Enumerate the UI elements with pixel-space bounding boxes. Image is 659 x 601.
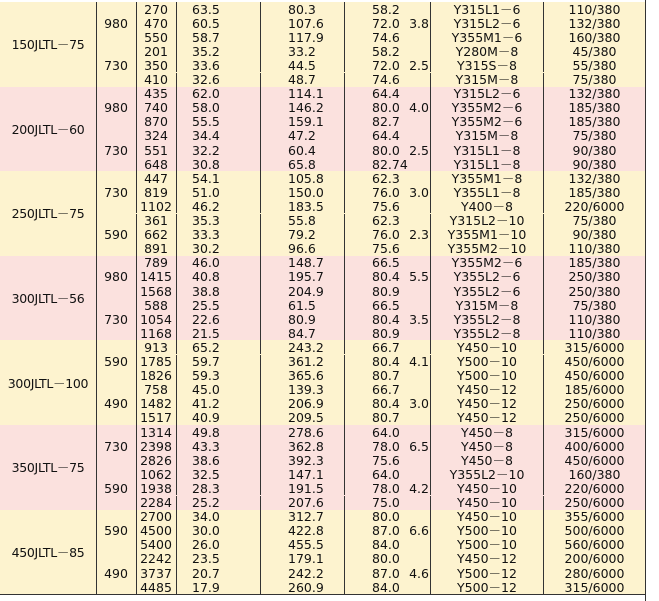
motor-model-cell: Y355M1－8: [431, 171, 544, 185]
head-cell: 38.8: [176, 284, 261, 298]
flow-cell: 550: [136, 30, 177, 44]
power-cell: 209.5: [261, 411, 345, 425]
motor-power-cell: 220/6000: [564, 480, 625, 496]
head-cell: 58.7: [176, 30, 261, 44]
efficiency-cell: 62.3: [345, 214, 431, 228]
motor-model-cell: Y315L1－8: [431, 157, 544, 171]
motor-model-cell: Y400－8: [431, 199, 544, 213]
motor-power-cell: 110/380: [568, 1, 621, 17]
flow-cell: 435: [136, 87, 177, 101]
power-cell: 107.6: [261, 16, 345, 30]
motor-power-cell: 450/6000: [564, 452, 625, 468]
efficiency-cell: 80.0: [345, 552, 431, 566]
efficiency-cell: 80.4: [345, 312, 431, 326]
flow-cell: 588: [136, 298, 177, 312]
head-cell: 46.0: [176, 256, 261, 270]
motor-power-cell: 185/380: [568, 100, 621, 116]
speed-value: 730: [96, 44, 137, 86]
motor-power-cell: 132/380: [568, 86, 621, 102]
flow-cell: 1826: [136, 369, 177, 383]
efficiency-cell: 80.0: [345, 101, 431, 115]
motor-model-cell: Y315L1－8: [431, 143, 544, 157]
motor-model-cell: Y450－10: [431, 340, 544, 354]
power-cell: 146.2: [261, 101, 345, 115]
motor-power-cell: 500/6000: [564, 523, 625, 539]
efficiency-cell: 84.0: [345, 538, 431, 552]
npsh-value: 2.5: [409, 142, 429, 158]
power-cell: 147.1: [261, 467, 345, 481]
power-cell: 392.3: [261, 453, 345, 467]
flow-cell: 758: [136, 383, 177, 397]
motor-model-cell: Y450－12: [431, 383, 544, 397]
speed-value: 590: [96, 340, 137, 382]
efficiency-cell: 84.0: [345, 580, 431, 594]
motor-model-cell: Y315M－8: [431, 129, 544, 143]
motor-power-cell: 160/380: [568, 29, 621, 45]
efficiency-cell: 74.6: [345, 73, 431, 87]
efficiency-cell: 78.0: [345, 439, 431, 453]
flow-cell: 819: [136, 185, 177, 199]
speed-value: 490: [96, 383, 137, 425]
motor-power-cell: 450/6000: [564, 368, 625, 384]
motor-power-cell: 90/380: [572, 142, 617, 158]
head-cell: 25.2: [176, 496, 261, 510]
head-cell: 22.6: [176, 312, 261, 326]
flow-cell: 1314: [136, 425, 177, 439]
npsh-value: 2.3: [409, 227, 429, 243]
power-cell: 242.2: [261, 566, 345, 580]
npsh-value: 3.0: [409, 184, 429, 200]
power-cell: 195.7: [261, 270, 345, 284]
power-cell: 183.5: [261, 199, 345, 213]
motor-model-cell: Y450－8: [431, 425, 544, 439]
flow-cell: 410: [136, 73, 177, 87]
head-cell: 59.7: [176, 355, 261, 369]
power-cell: 206.9: [261, 397, 345, 411]
efficiency-cell: 80.4: [345, 397, 431, 411]
head-cell: 60.5: [176, 16, 261, 30]
flow-cell: 361: [136, 214, 177, 228]
efficiency-cell: 80.9: [345, 284, 431, 298]
power-cell: 47.2: [261, 129, 345, 143]
flow-cell: 891: [136, 242, 177, 256]
efficiency-cell: 80.9: [345, 326, 431, 340]
head-cell: 26.0: [176, 538, 261, 552]
motor-power-cell: 75/380: [572, 213, 617, 229]
head-cell: 54.1: [176, 171, 261, 185]
flow-cell: 1054: [136, 312, 177, 326]
group-divider: [0, 594, 646, 595]
efficiency-cell: 72.0: [345, 58, 431, 72]
efficiency-cell: 66.7: [345, 383, 431, 397]
efficiency-cell: 64.0: [345, 467, 431, 481]
flow-cell: 648: [136, 157, 177, 171]
motor-power-cell: 90/380: [572, 156, 617, 172]
motor-power-cell: 110/380: [568, 325, 621, 341]
motor-model-cell: Y355M2－6: [431, 256, 544, 270]
flow-cell: 470: [136, 16, 177, 30]
power-cell: 204.9: [261, 284, 345, 298]
motor-power-cell: 185/380: [568, 184, 621, 200]
efficiency-cell: 64.4: [345, 129, 431, 143]
npsh-value: 3.5: [409, 311, 429, 327]
motor-power-cell: 185/6000: [564, 382, 625, 398]
efficiency-cell: 58.2: [345, 44, 431, 58]
head-cell: 28.3: [176, 481, 261, 495]
flow-cell: 5400: [136, 538, 177, 552]
flow-cell: 2398: [136, 439, 177, 453]
motor-power-cell: 280/6000: [564, 565, 625, 581]
flow-cell: 2826: [136, 453, 177, 467]
motor-power-cell: 185/380: [568, 255, 621, 271]
motor-power-cell: 160/380: [568, 466, 621, 482]
motor-power-cell: 315/6000: [564, 339, 625, 355]
flow-cell: 2242: [136, 552, 177, 566]
efficiency-cell: 75.0: [345, 496, 431, 510]
power-cell: 243.2: [261, 340, 345, 354]
npsh-value: 3.0: [409, 396, 429, 412]
motor-model-cell: Y500－12: [431, 566, 544, 580]
motor-model-cell: Y315L2－6: [431, 87, 544, 101]
motor-model-cell: Y355M1－6: [431, 30, 544, 44]
pump-model-label: 350JLTL－75: [0, 425, 97, 510]
motor-power-cell: 132/380: [568, 15, 621, 31]
motor-power-cell: 132/380: [568, 170, 621, 186]
motor-power-cell: 355/6000: [564, 509, 625, 525]
head-cell: 40.9: [176, 411, 261, 425]
motor-power-cell: 75/380: [572, 128, 617, 144]
speed-value: 980: [96, 256, 137, 298]
efficiency-cell: 75.6: [345, 199, 431, 213]
efficiency-cell: 80.0: [345, 143, 431, 157]
efficiency-cell: 82.74: [345, 157, 431, 171]
motor-model-cell: Y450－10: [431, 496, 544, 510]
power-cell: 65.8: [261, 157, 345, 171]
head-cell: 30.0: [176, 524, 261, 538]
pump-model-label: 250JLTL－75: [0, 171, 97, 256]
efficiency-cell: 66.5: [345, 256, 431, 270]
efficiency-cell: 58.2: [345, 2, 431, 16]
efficiency-cell: 76.0: [345, 228, 431, 242]
speed-value: 980: [96, 2, 137, 44]
motor-power-cell: 90/380: [572, 227, 617, 243]
motor-power-cell: 250/380: [568, 283, 621, 299]
power-cell: 33.2: [261, 44, 345, 58]
motor-power-cell: 55/380: [572, 57, 617, 73]
flow-cell: 1517: [136, 411, 177, 425]
motor-power-cell: 315/6000: [564, 579, 625, 595]
efficiency-cell: 74.6: [345, 30, 431, 44]
flow-cell: 789: [136, 256, 177, 270]
flow-cell: 201: [136, 44, 177, 58]
flow-cell: 1415: [136, 270, 177, 284]
flow-cell: 1568: [136, 284, 177, 298]
head-cell: 30.8: [176, 157, 261, 171]
flow-cell: 1482: [136, 397, 177, 411]
speed-value: 980: [96, 87, 137, 129]
motor-model-cell: Y355M2－6: [431, 101, 544, 115]
power-cell: 84.7: [261, 326, 345, 340]
motor-model-cell: Y450－12: [431, 397, 544, 411]
efficiency-cell: 72.0: [345, 16, 431, 30]
head-cell: 58.0: [176, 101, 261, 115]
power-cell: 114.1: [261, 87, 345, 101]
power-cell: 422.8: [261, 524, 345, 538]
npsh-value: 4.6: [409, 565, 429, 581]
motor-model-cell: Y450－8: [431, 453, 544, 467]
flow-cell: 662: [136, 228, 177, 242]
motor-model-cell: Y450－10: [431, 510, 544, 524]
power-cell: 139.3: [261, 383, 345, 397]
head-cell: 59.3: [176, 369, 261, 383]
motor-model-cell: Y500－10: [431, 538, 544, 552]
power-cell: 361.2: [261, 355, 345, 369]
motor-model-cell: Y450－12: [431, 411, 544, 425]
motor-power-cell: 110/380: [568, 311, 621, 327]
motor-model-cell: Y355L2－8: [431, 312, 544, 326]
motor-model-cell: Y355L2－8: [431, 326, 544, 340]
motor-model-cell: Y315S－8: [431, 58, 544, 72]
motor-model-cell: Y450－8: [431, 439, 544, 453]
speed-value: 730: [96, 298, 137, 340]
head-cell: 35.2: [176, 44, 261, 58]
power-cell: 105.8: [261, 171, 345, 185]
efficiency-cell: 80.7: [345, 369, 431, 383]
head-cell: 65.2: [176, 340, 261, 354]
head-cell: 41.2: [176, 397, 261, 411]
speed-value: 730: [96, 425, 137, 467]
efficiency-cell: 75.6: [345, 453, 431, 467]
flow-cell: 4485: [136, 580, 177, 594]
flow-cell: 1102: [136, 199, 177, 213]
power-cell: 44.5: [261, 58, 345, 72]
pump-model-label: 300JLTL－100: [0, 340, 97, 425]
head-cell: 33.3: [176, 228, 261, 242]
flow-cell: 2700: [136, 510, 177, 524]
motor-model-cell: Y355M2－10: [431, 242, 544, 256]
motor-model-cell: Y450－12: [431, 552, 544, 566]
motor-model-cell: Y315M－8: [431, 298, 544, 312]
speed-value: 590: [96, 214, 137, 256]
flow-cell: 1062: [136, 467, 177, 481]
head-cell: 34.4: [176, 129, 261, 143]
npsh-value: 6.6: [409, 523, 429, 539]
power-cell: 191.5: [261, 481, 345, 495]
table-right-border: [645, 0, 646, 601]
motor-power-cell: 75/380: [572, 72, 617, 88]
flow-cell: 4500: [136, 524, 177, 538]
power-cell: 80.9: [261, 312, 345, 326]
efficiency-cell: 64.4: [345, 87, 431, 101]
head-cell: 32.2: [176, 143, 261, 157]
head-cell: 38.6: [176, 453, 261, 467]
power-cell: 362.8: [261, 439, 345, 453]
head-cell: 32.5: [176, 467, 261, 481]
motor-power-cell: 250/6000: [564, 495, 625, 511]
motor-model-cell: Y280M－8: [431, 44, 544, 58]
motor-power-cell: 250/6000: [564, 410, 625, 426]
flow-cell: 740: [136, 101, 177, 115]
head-cell: 17.9: [176, 580, 261, 594]
motor-model-cell: Y355M2－6: [431, 115, 544, 129]
head-cell: 46.2: [176, 199, 261, 213]
npsh-value: 4.0: [409, 100, 429, 116]
power-cell: 159.1: [261, 115, 345, 129]
motor-power-cell: 220/6000: [564, 198, 625, 214]
power-cell: 278.6: [261, 425, 345, 439]
motor-power-cell: 250/380: [568, 269, 621, 285]
efficiency-cell: 80.4: [345, 355, 431, 369]
efficiency-cell: 66.7: [345, 340, 431, 354]
speed-value: 730: [96, 129, 137, 171]
power-cell: 79.2: [261, 228, 345, 242]
motor-power-cell: 315/6000: [564, 424, 625, 440]
speed-value: 730: [96, 171, 137, 213]
pump-model-label: 150JLTL－75: [0, 2, 97, 87]
efficiency-cell: 80.0: [345, 510, 431, 524]
motor-power-cell: 45/380: [572, 43, 617, 59]
motor-power-cell: 560/6000: [564, 537, 625, 553]
head-cell: 40.8: [176, 270, 261, 284]
flow-cell: 270: [136, 2, 177, 16]
efficiency-cell: 87.0: [345, 524, 431, 538]
flow-cell: 2284: [136, 496, 177, 510]
flow-cell: 870: [136, 115, 177, 129]
head-cell: 51.0: [176, 185, 261, 199]
npsh-value: 5.5: [409, 269, 429, 285]
motor-model-cell: Y500－10: [431, 524, 544, 538]
power-cell: 55.8: [261, 214, 345, 228]
head-cell: 25.5: [176, 298, 261, 312]
npsh-value: 6.5: [409, 438, 429, 454]
power-cell: 148.7: [261, 256, 345, 270]
motor-model-cell: Y355L2－10: [431, 467, 544, 481]
efficiency-cell: 76.0: [345, 185, 431, 199]
head-cell: 20.7: [176, 566, 261, 580]
motor-model-cell: Y500－12: [431, 580, 544, 594]
motor-power-cell: 250/6000: [564, 396, 625, 412]
head-cell: 62.0: [176, 87, 261, 101]
motor-model-cell: Y355L1－8: [431, 185, 544, 199]
efficiency-cell: 64.0: [345, 425, 431, 439]
head-cell: 45.0: [176, 383, 261, 397]
power-cell: 61.5: [261, 298, 345, 312]
motor-power-cell: 75/380: [572, 297, 617, 313]
head-cell: 63.5: [176, 2, 261, 16]
efficiency-cell: 82.7: [345, 115, 431, 129]
power-cell: 48.7: [261, 73, 345, 87]
head-cell: 23.5: [176, 552, 261, 566]
power-cell: 60.4: [261, 143, 345, 157]
head-cell: 43.3: [176, 439, 261, 453]
efficiency-cell: 75.6: [345, 242, 431, 256]
efficiency-cell: 78.0: [345, 481, 431, 495]
power-cell: 179.1: [261, 552, 345, 566]
speed-value: 590: [96, 510, 137, 552]
head-cell: 49.8: [176, 425, 261, 439]
flow-cell: 324: [136, 129, 177, 143]
power-cell: 260.9: [261, 580, 345, 594]
flow-cell: 1168: [136, 326, 177, 340]
pump-model-label: 200JLTL－60: [0, 87, 97, 172]
speed-value: 490: [96, 552, 137, 594]
motor-model-cell: Y500－10: [431, 355, 544, 369]
motor-model-cell: Y450－10: [431, 481, 544, 495]
efficiency-cell: 80.4: [345, 270, 431, 284]
efficiency-cell: 80.7: [345, 411, 431, 425]
npsh-value: 3.8: [409, 15, 429, 31]
head-cell: 33.6: [176, 58, 261, 72]
motor-model-cell: Y315L2－10: [431, 214, 544, 228]
head-cell: 30.2: [176, 242, 261, 256]
motor-model-cell: Y315M－8: [431, 73, 544, 87]
efficiency-cell: 87.0: [345, 566, 431, 580]
npsh-value: 4.2: [409, 480, 429, 496]
flow-cell: 447: [136, 171, 177, 185]
power-cell: 117.9: [261, 30, 345, 44]
pump-model-label: 300JLTL－56: [0, 256, 97, 341]
motor-model-cell: Y355L2－6: [431, 284, 544, 298]
efficiency-cell: 62.3: [345, 171, 431, 185]
power-cell: 80.3: [261, 2, 345, 16]
power-cell: 365.6: [261, 369, 345, 383]
motor-power-cell: 200/6000: [564, 551, 625, 567]
pump-model-label: 450JLTL－85: [0, 510, 97, 595]
speed-value: 590: [96, 467, 137, 509]
head-cell: 35.3: [176, 214, 261, 228]
power-cell: 455.5: [261, 538, 345, 552]
flow-cell: 1785: [136, 355, 177, 369]
power-cell: 207.6: [261, 496, 345, 510]
motor-model-cell: Y315L2－6: [431, 16, 544, 30]
motor-power-cell: 400/6000: [564, 438, 625, 454]
npsh-value: 4.1: [409, 354, 429, 370]
motor-power-cell: 185/380: [568, 114, 621, 130]
head-cell: 34.0: [176, 510, 261, 524]
power-cell: 150.0: [261, 185, 345, 199]
power-cell: 96.6: [261, 242, 345, 256]
flow-cell: 1938: [136, 481, 177, 495]
npsh-value: 2.5: [409, 57, 429, 73]
motor-model-cell: Y315L1－6: [431, 2, 544, 16]
head-cell: 21.5: [176, 326, 261, 340]
head-cell: 55.5: [176, 115, 261, 129]
motor-model-cell: Y355M1－10: [431, 228, 544, 242]
power-cell: 312.7: [261, 510, 345, 524]
flow-cell: 913: [136, 340, 177, 354]
motor-power-cell: 450/6000: [564, 354, 625, 370]
flow-cell: 551: [136, 143, 177, 157]
efficiency-cell: 66.5: [345, 298, 431, 312]
head-cell: 32.6: [176, 73, 261, 87]
motor-model-cell: Y500－10: [431, 369, 544, 383]
flow-cell: 3737: [136, 566, 177, 580]
motor-power-cell: 110/380: [568, 241, 621, 257]
flow-cell: 350: [136, 58, 177, 72]
motor-model-cell: Y355L2－6: [431, 270, 544, 284]
